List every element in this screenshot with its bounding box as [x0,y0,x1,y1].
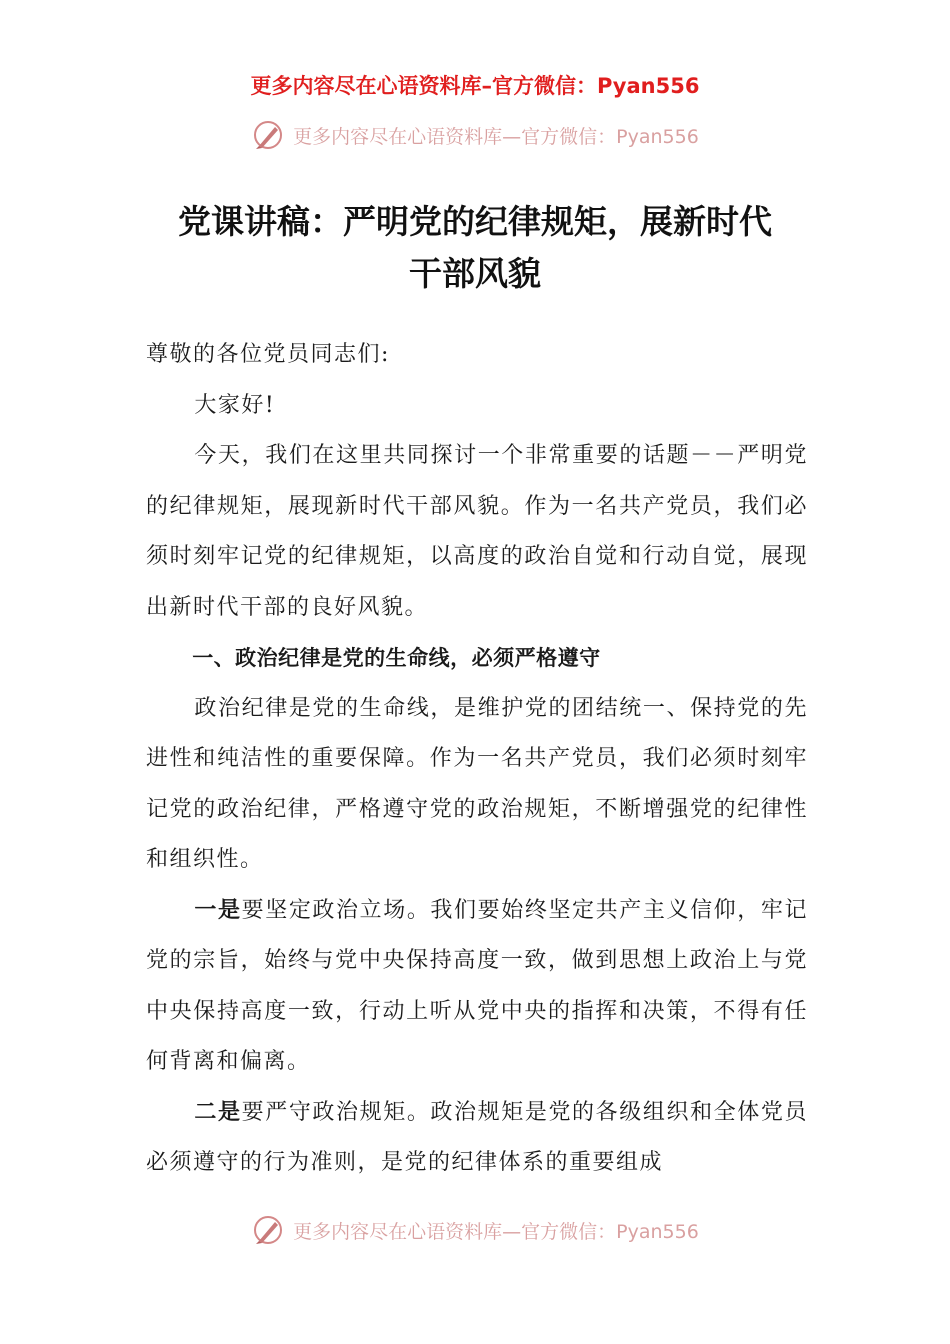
title-line-2: 干部风貌 [409,254,541,293]
point-2-text: 要严守政治规矩。政治规矩是党的各级组织和全体党员必须遵守的行为准则，是党的纪律体系的重要组成 [146,1099,808,1175]
header-watermark-text: 更多内容尽在心语资料库—官方微信：Pyan556 [293,125,699,148]
intro-paragraph: 今天，我们在这里共同探讨一个非常重要的话题－－严明党的纪律规矩，展现新时代干部风貌。作为一名共产党员，我们必须时刻牢记党的纪律规矩，以高度的政治自觉和行动自觉，展现出新时代干部的良好风貌。 [146,443,808,620]
footer-watermark-text: 更多内容尽在心语资料库—官方微信：Pyan556 [293,1220,699,1243]
document-title [130,196,820,300]
point-2-lead: 二是 [194,1099,242,1125]
section-1-heading: 一、政治纪律是党的生命线，必须严格遵守 [192,646,601,670]
header-watermark [0,118,950,152]
pen-logo-icon [251,1213,285,1247]
salutation: 尊敬的各位党员同志们: [146,342,390,367]
pen-logo-icon [251,118,285,152]
top-banner: 更多内容尽在心语资料库–官方微信：Pyan556 [250,74,700,98]
point-1-paragraph [146,886,808,1088]
footer-watermark [0,1213,950,1247]
document-body [146,330,808,1189]
point-1-lead: 一是 [194,897,242,923]
title-line-1: 党课讲稿：严明党的纪律规矩，展新时代 [178,202,772,241]
point-1-text: 要坚定政治立场。我们要始终坚定共产主义信仰，牢记党的宗旨，始终与党中央保持高度一致，做到思想上政治上与党中央保持高度一致，行动上听从党中央的指挥和决策，不得有任何背离和偏离。 [146,897,808,1074]
section-1-paragraph: 政治纪律是党的生命线，是维护党的团结统一、保持党的先进性和纯洁性的重要保障。作为一名共产党员，我们必须时刻牢记党的政治纪律，严格遵守党的政治规矩，不断增强党的纪律性和组织性。 [146,695,808,872]
greeting: 大家好! [194,392,276,418]
point-2-paragraph [146,1088,808,1189]
